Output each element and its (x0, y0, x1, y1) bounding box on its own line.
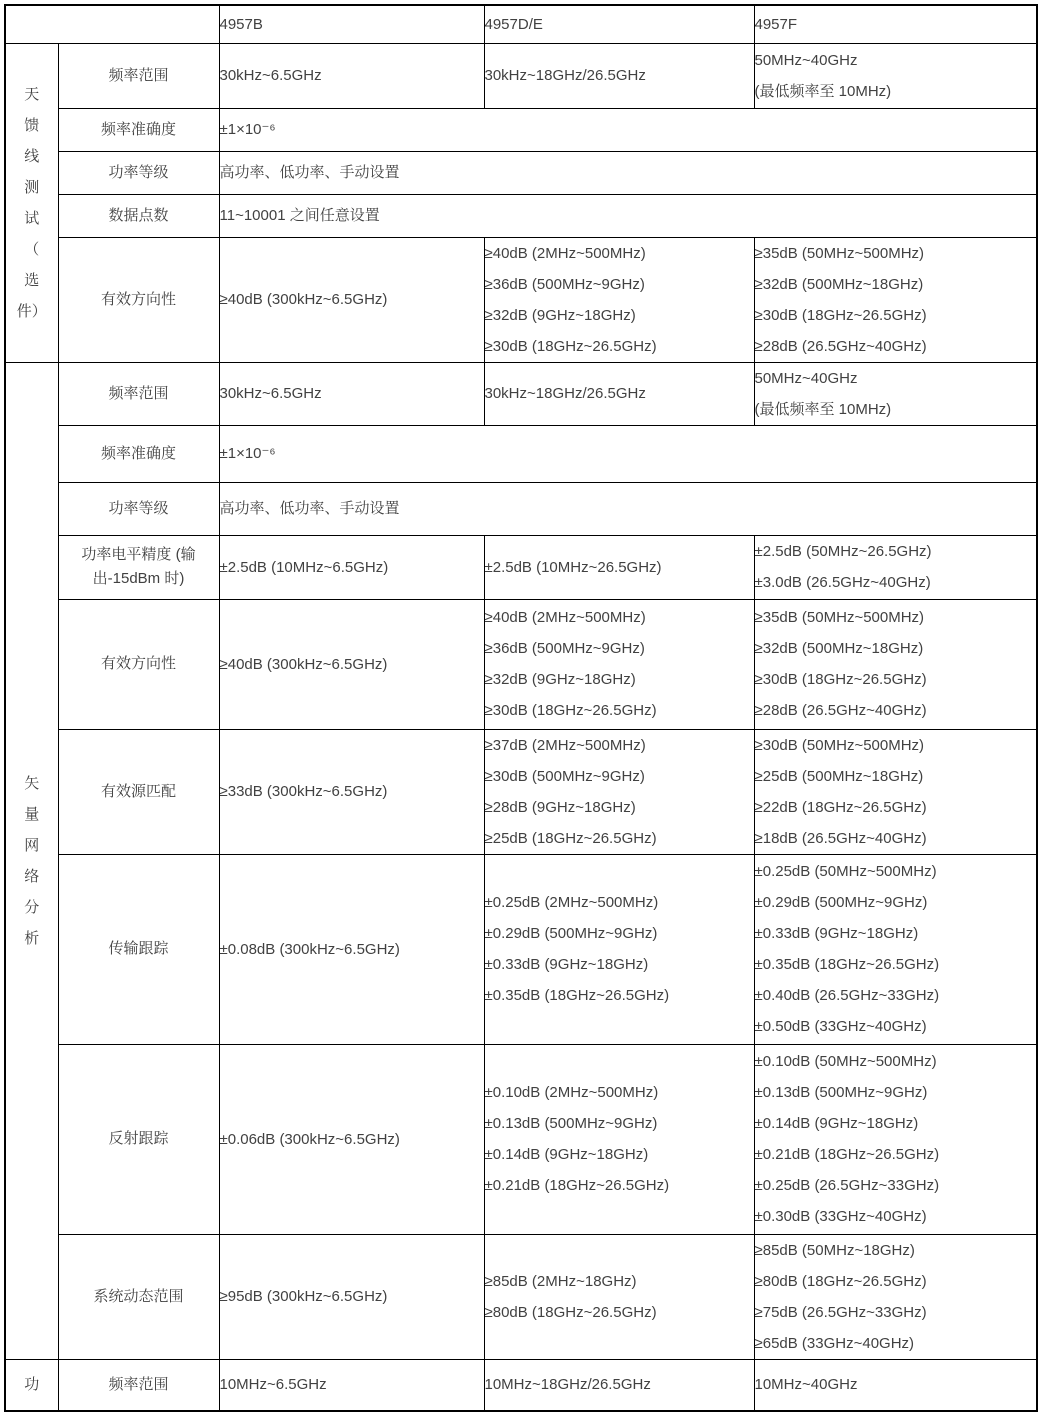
spec-value-line: ±0.33dB (9GHz~18GHz) (484, 956, 649, 973)
spec-value-line: ≥30dB (18GHz~26.5GHz) (484, 337, 657, 355)
category-label-1 (5, 43, 58, 362)
table-row (5, 151, 1037, 194)
spec-value-cell (754, 599, 1037, 729)
row-label: 功率等级 (58, 151, 219, 194)
row-label: 频率范围 (58, 1359, 219, 1411)
category-char: 矢 (24, 774, 40, 792)
spec-value-line: ≥85dB (2MHz~18GHz) (484, 1272, 637, 1290)
category-label-text (6, 1369, 58, 1400)
row-label (58, 535, 219, 599)
spec-value-cell (484, 43, 754, 108)
spec-value-cell (219, 482, 1037, 535)
spec-value-line: ±0.13dB (500MHz~9GHz) (754, 1084, 928, 1101)
spec-value-line: ≥35dB (50MHz~500MHz) (754, 609, 925, 626)
spec-value-line: 50MHz~40GHz (754, 51, 858, 69)
spec-value-cell (754, 729, 1037, 854)
spec-value-cell (219, 362, 484, 425)
spec-value-cell (484, 362, 754, 425)
category-char: 网 (24, 836, 40, 854)
spec-value-cell (484, 729, 754, 854)
spec-value-line: ≥18dB (26.5GHz~40GHz) (754, 829, 927, 847)
spec-value-cell (484, 1044, 754, 1234)
spec-value-line: ±1×10⁻⁶ (219, 445, 276, 462)
table-row (5, 1234, 1037, 1359)
spec-value-line: ±0.25dB (50MHz~500MHz) (754, 863, 937, 880)
spec-value-cell (484, 1359, 754, 1411)
header-corner-cell (5, 5, 219, 43)
spec-value-line: ≥65dB (33GHz~40GHz) (754, 1334, 915, 1352)
spec-value-cell (484, 535, 754, 599)
spec-value-cell (219, 194, 1037, 237)
spec-value-line: ±0.33dB (9GHz~18GHz) (754, 925, 919, 942)
category-char: 分 (24, 898, 40, 916)
table-row (5, 194, 1037, 237)
spec-value-line: ≥40dB (2MHz~500MHz) (484, 244, 646, 262)
spec-value-line: ±0.21dB (18GHz~26.5GHz) (754, 1146, 940, 1163)
spec-value-cell (219, 1359, 484, 1411)
table-row (5, 1044, 1037, 1234)
spec-value-line: ±2.5dB (50MHz~26.5GHz) (754, 543, 932, 560)
spec-value-line: ±0.06dB (300kHz~6.5GHz) (219, 1130, 400, 1148)
product-column-header-1: 4957B (219, 5, 484, 43)
table-row (5, 729, 1037, 854)
spec-value-line: 50MHz~40GHz (754, 369, 858, 387)
spec-value-line: ≥28dB (9GHz~18GHz) (484, 798, 636, 816)
row-label: 功率等级 (58, 482, 219, 535)
table-row (5, 535, 1037, 599)
table-row (5, 237, 1037, 362)
category-label-text (6, 768, 58, 954)
spec-value-line: 30kHz~6.5GHz (219, 67, 322, 84)
spec-value-cell (754, 535, 1037, 599)
spec-value-cell (219, 535, 484, 599)
spec-value-line: ±0.25dB (2MHz~500MHz) (484, 894, 659, 911)
category-char: 量 (24, 805, 40, 823)
spec-value-cell (484, 1234, 754, 1359)
spec-value-line: ≥32dB (9GHz~18GHz) (484, 306, 636, 324)
spec-value-line: ≥30dB (18GHz~26.5GHz) (484, 702, 657, 719)
table-row (5, 108, 1037, 151)
spec-value-cell (484, 237, 754, 362)
spec-value-line: 30kHz~18GHz/26.5GHz (484, 67, 646, 84)
category-char: 馈 (24, 116, 40, 134)
spec-value-line: ≥28dB (26.5GHz~40GHz) (754, 702, 927, 719)
spec-value-line: ±0.40dB (26.5GHz~33GHz) (754, 987, 940, 1004)
spec-table (4, 4, 1038, 1412)
spec-value-cell (754, 237, 1037, 362)
row-label-line: 出-15dBm 时) (92, 570, 185, 587)
spec-value-line: 30kHz~18GHz/26.5GHz (484, 385, 646, 402)
spec-value-line: ≥32dB (9GHz~18GHz) (484, 671, 636, 688)
spec-value-line: ±0.30dB (33GHz~40GHz) (754, 1208, 927, 1225)
spec-value-line: ±0.10dB (2MHz~500MHz) (484, 1084, 659, 1101)
spec-value-cell (219, 425, 1037, 482)
table-row (5, 599, 1037, 729)
category-label-3 (5, 1359, 58, 1411)
table-row (5, 425, 1037, 482)
table-row (5, 362, 1037, 425)
spec-value-line: (最低频率至 10MHz) (754, 82, 892, 100)
spec-value-line: ≥40dB (300kHz~6.5GHz) (219, 655, 388, 673)
spec-value-cell (219, 599, 484, 729)
spec-value-line: 30kHz~6.5GHz (219, 385, 322, 402)
spec-value-line: ≥22dB (18GHz~26.5GHz) (754, 798, 927, 816)
category-char: 选 (24, 271, 40, 289)
spec-value-line: 10MHz~6.5GHz (219, 1376, 327, 1394)
spec-value-line: ±0.13dB (500MHz~9GHz) (484, 1115, 658, 1132)
spec-value-cell (754, 1234, 1037, 1359)
spec-value-line: ≥25dB (500MHz~18GHz) (754, 767, 924, 785)
spec-value-line: ≥30dB (500MHz~9GHz) (484, 767, 645, 785)
spec-value-line: ≥80dB (18GHz~26.5GHz) (754, 1272, 927, 1290)
spec-value-line: ≥95dB (300kHz~6.5GHz) (219, 1288, 388, 1305)
table-row (5, 482, 1037, 535)
spec-value-line: (最低频率至 10MHz) (754, 400, 892, 418)
spec-value-cell (219, 729, 484, 854)
spec-value-line: ≥33dB (300kHz~6.5GHz) (219, 783, 388, 800)
spec-value-line: ±0.29dB (500MHz~9GHz) (754, 894, 928, 911)
category-char: 天 (24, 85, 40, 103)
spec-value-line: ≥32dB (500MHz~18GHz) (754, 275, 924, 293)
spec-value-cell (219, 854, 484, 1044)
spec-value-line: ≥30dB (18GHz~26.5GHz) (754, 306, 927, 324)
spec-value-line: ≥35dB (50MHz~500MHz) (754, 244, 925, 262)
spec-value-cell (219, 1234, 484, 1359)
category-char: 析 (24, 929, 40, 947)
spec-value-cell (754, 362, 1037, 425)
spec-value-line: ≥75dB (26.5GHz~33GHz) (754, 1303, 927, 1321)
row-label: 频率准确度 (58, 108, 219, 151)
category-char: 络 (24, 867, 40, 885)
table-row (5, 854, 1037, 1044)
spec-value-cell (484, 599, 754, 729)
category-char: 件） (16, 302, 47, 320)
spec-value-cell (219, 1044, 484, 1234)
row-label: 传输跟踪 (58, 854, 219, 1044)
spec-value-cell (754, 854, 1037, 1044)
category-char: 试 (24, 209, 40, 227)
spec-value-line: ≥40dB (2MHz~500MHz) (484, 609, 646, 626)
row-label: 频率范围 (58, 43, 219, 108)
spec-value-line: 11~10001 之间任意设置 (219, 207, 380, 224)
row-label: 有效方向性 (58, 237, 219, 362)
spec-value-line: ±0.08dB (300kHz~6.5GHz) (219, 940, 400, 958)
spec-value-line: ≥32dB (500MHz~18GHz) (754, 640, 924, 657)
spec-value-line: ≥28dB (26.5GHz~40GHz) (754, 337, 927, 355)
spec-value-line: ≥30dB (50MHz~500MHz) (754, 736, 925, 754)
spec-value-line: ±0.50dB (33GHz~40GHz) (754, 1018, 927, 1035)
spec-value-line: ±0.25dB (26.5GHz~33GHz) (754, 1177, 940, 1194)
category-char: 功 (24, 1376, 40, 1394)
spec-value-line: ±0.35dB (18GHz~26.5GHz) (484, 987, 670, 1004)
spec-value-line: ±0.21dB (18GHz~26.5GHz) (484, 1177, 670, 1194)
row-label: 有效源匹配 (58, 729, 219, 854)
spec-value-cell (484, 854, 754, 1044)
spec-value-line: ±2.5dB (10MHz~26.5GHz) (484, 558, 662, 576)
table-row (5, 43, 1037, 108)
category-label-2 (5, 362, 58, 1359)
category-label-text (6, 79, 58, 327)
spec-value-line: 高功率、低功率、手动设置 (219, 164, 400, 181)
spec-value-cell (754, 43, 1037, 108)
spec-value-line: ±2.5dB (10MHz~6.5GHz) (219, 558, 389, 576)
row-label: 频率范围 (58, 362, 219, 425)
row-label: 频率准确度 (58, 425, 219, 482)
spec-value-line: ±0.29dB (500MHz~9GHz) (484, 925, 658, 942)
table-row (5, 1359, 1037, 1411)
spec-value-line: ≥36dB (500MHz~9GHz) (484, 640, 645, 657)
spec-value-line: 高功率、低功率、手动设置 (219, 500, 400, 517)
spec-value-line: 10MHz~40GHz (754, 1376, 858, 1394)
spec-value-line: ±0.35dB (18GHz~26.5GHz) (754, 956, 940, 973)
spec-value-cell (219, 108, 1037, 151)
row-label: 反射跟踪 (58, 1044, 219, 1234)
category-char: （ (24, 240, 40, 258)
category-char: 测 (24, 178, 40, 196)
spec-value-cell (219, 237, 484, 362)
product-column-header-3: 4957F (754, 5, 1037, 43)
spec-value-line: ≥25dB (18GHz~26.5GHz) (484, 829, 657, 847)
spec-value-line: ≥40dB (300kHz~6.5GHz) (219, 291, 388, 308)
spec-value-line: 10MHz~18GHz/26.5GHz (484, 1376, 651, 1394)
spec-value-line: ≥80dB (18GHz~26.5GHz) (484, 1303, 657, 1321)
spec-value-line: ≥30dB (18GHz~26.5GHz) (754, 671, 927, 688)
product-column-header-2: 4957D/E (484, 5, 754, 43)
spec-value-line: ±3.0dB (26.5GHz~40GHz) (754, 574, 931, 591)
spec-value-line: ±0.10dB (50MHz~500MHz) (754, 1053, 937, 1070)
row-label: 数据点数 (58, 194, 219, 237)
row-label-line: 功率电平精度 (输 (81, 546, 196, 563)
spec-value-cell (754, 1359, 1037, 1411)
spec-value-line: ±0.14dB (9GHz~18GHz) (484, 1146, 649, 1163)
spec-value-cell (219, 151, 1037, 194)
spec-value-cell (754, 1044, 1037, 1234)
category-char: 线 (24, 147, 40, 165)
spec-value-line: ±1×10⁻⁶ (219, 121, 276, 138)
spec-value-line: ≥85dB (50MHz~18GHz) (754, 1241, 915, 1259)
spec-value-line: ≥36dB (500MHz~9GHz) (484, 275, 645, 293)
row-label: 系统动态范围 (58, 1234, 219, 1359)
row-label: 有效方向性 (58, 599, 219, 729)
spec-value-cell (219, 43, 484, 108)
spec-value-line: ≥37dB (2MHz~500MHz) (484, 736, 646, 754)
spec-value-line: ±0.14dB (9GHz~18GHz) (754, 1115, 919, 1132)
